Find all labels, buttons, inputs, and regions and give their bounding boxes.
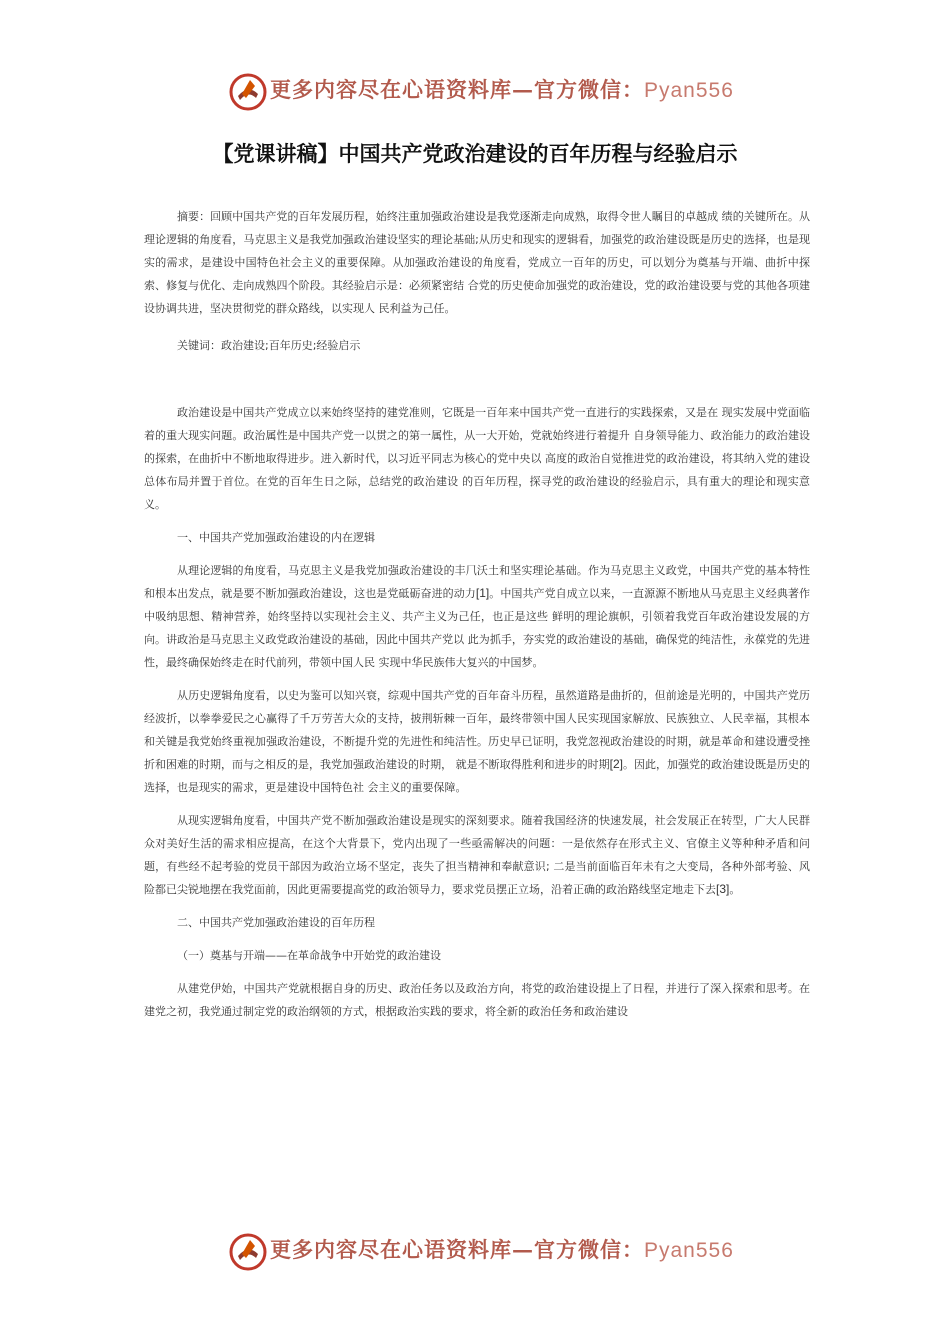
document-title: 【党课讲稿】中国共产党政治建设的百年历程与经验启示 <box>212 142 738 166</box>
keywords-line: 关键词：政治建设;百年历史;经验启示 <box>177 339 361 352</box>
citation-2: [2] <box>609 757 623 771</box>
book-logo-icon <box>228 1232 268 1272</box>
intro-paragraph: 政治建设是中国共产党成立以来始终坚持的建党准则，它既是一百年来中国共产党一直进行的实践探索，又是在 现实发展中党面临着的重大现实问题。政治属性是中国共产党一以贯之的第一属性，从一大开始，党就始终进行着提升 自身领导能力、政治能力的政治建设的探索，在曲折中不断地取得进步。进入新时代，以习近平同志为核心的党中央以 高度的政治自觉推进党的政治建设，将其纳入党的建设总体布局并置于首位。在党的百年生日之际，总结党的政治建设 的百年历程，探寻党的政治建设的经验启示，具有重大的理论和现实意义。 <box>144 406 810 511</box>
book-logo-icon <box>228 72 268 112</box>
section2-paragraph-1: 从建党伊始，中国共产党就根据自身的历史、政治任务以及政治方向，将党的政治建设提上了日程，并进行了深入探索和思考。在建党之初，我党通过制定党的政治纲领的方式，根据政治实践的要求，将全新的政治任务和政治建设 <box>144 982 810 1018</box>
section1-paragraph-3: 从现实逻辑角度看，中国共产党不断加强政治建设是现实的深刻要求。随着我国经济的快速发展，社会发展正在转型，广大人民群众对美好生活的需求相应提高，在这个大背景下，党内出现了一些亟需解决的问题：一是依然存在形式主义、官僚主义等种种矛盾和问题，有些经不起考验的党员干部因为政治立场不坚定，丧失了担当精神和奉献意识; 二是当前面临百年未有之大变局，各种外部考验、风险都已尖锐地摆在我党面前，因此更需要提高党的政治领导力，要求党员摆正立场，沿着正确的政治路线坚定地走下去[3]。 <box>144 814 810 896</box>
citation-3: [3] <box>716 882 730 896</box>
banner-text: 更多内容尽在心语资料库—官方微信：Pyan556 <box>270 1237 734 1262</box>
footer-banner <box>0 1230 950 1274</box>
section2-heading: 二、中国共产党加强政治建设的百年历程 <box>177 916 375 929</box>
banner-handle: Pyan556 <box>644 79 734 102</box>
section1-heading: 一、中国共产党加强政治建设的内在逻辑 <box>177 531 375 544</box>
banner-handle: Pyan556 <box>644 1239 734 1262</box>
citation-1: [1] <box>475 586 490 600</box>
section1-paragraph-2: 从历史逻辑角度看，以史为鉴可以知兴衰，综观中国共产党的百年奋斗历程，虽然道路是曲折的，但前途是光明的，中国共产党历经波折，以拳拳爱民之心赢得了千万劳苦大众的支持，披荆斩棘一百年，最终带领中国人民实现国家解放、民族独立、人民幸福，其根本和关键是我党始终重视加强政治建设，不断提升党的先进性和纯洁性。历史早已证明，我党忽视政治建设的时期，就是革命和建设遭受挫折和困难的时期，而与之相反的是，我党加强政治建设的时期， 就是不断取得胜利和进步的时期[2]。因此，加强党的政治建设既是历史的选择，也是现实的需求，更是建设中国特色社 会主义的重要保障。 <box>144 689 810 794</box>
section1-paragraph-1: 从理论逻辑的角度看，马克思主义是我党加强政治建设的丰⺇沃土和坚实理论基础。作为马克思主义政党，中国共产党的基本特性和根本出发点，就是要不断加强政治建设，这也是党砥砺奋进的动力[1]。中国共产党自成立以来，一直源源不断地从马克思主义经典著作中吸纳思想、精神营养，始终坚持以实现社会主义、共产主义为己任，也正是这些 鲜明的理论旗帜，引领着我党百年政治建设发展的方向。讲政治是马克思主义政党政治建设的基础，因此中国共产党以 此为抓手，夯实党的政治建设的基础，确保党的纯洁性，永葆党的先进性，最终确保始终走在时代前列，带领中国人民 实现中华民族伟大复兴的中国梦。 <box>144 564 810 669</box>
header-banner <box>0 70 950 114</box>
section2-subheading-1: （一）奠基与开端——在革命战争中开始党的政治建设 <box>177 949 441 962</box>
banner-text: 更多内容尽在心语资料库—官方微信：Pyan556 <box>270 77 734 102</box>
abstract-paragraph: 摘要：回顾中国共产党的百年发展历程，始终注重加强政治建设是我党逐渐走向成熟，取得令世人瞩目的卓越成 绩的关键所在。从理论逻辑的角度看，马克思主义是我党加强政治建设坚实的理论基础;从历史和现实的逻辑看，加强党的政治建设既是历史的选择，也是现实的需求，是建设中国特色社会主义的重要保障。从加强政治建设的角度看，党成立一百年的历史，可以划分为奠基与开端、曲折中探索、修复与优化、走向成熟四个阶段。其经验启示是：必须紧密结 合党的历史使命加强党的政治建设，党的政治建设要与党的其他各项建设协调共进，坚决贯彻党的群众路线，以实现人 民利益为己任。 <box>144 210 810 315</box>
document-body <box>144 205 810 1023</box>
